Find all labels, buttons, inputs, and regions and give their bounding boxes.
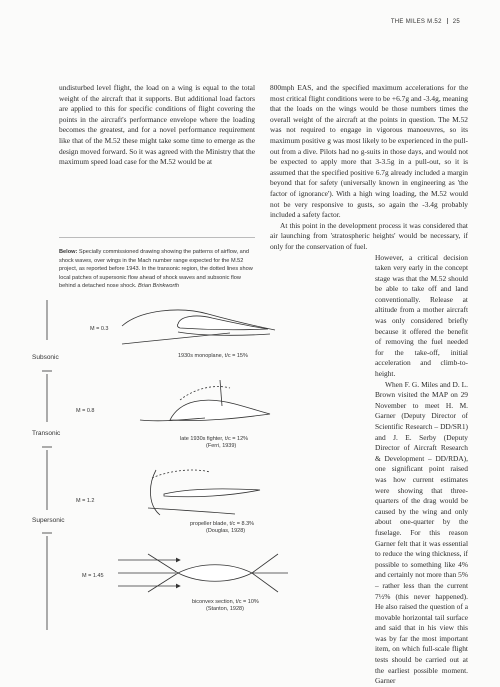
mach-label-2: M = 0.8: [76, 408, 95, 414]
page-number: 25: [452, 19, 460, 25]
airfoil-fighter-source: (Ferri, 1939): [206, 443, 237, 449]
airfoil-biconvex-label: biconvex section, t/c = 10%: [192, 599, 259, 605]
airfoil-monoplane: [122, 310, 275, 344]
regime-axis: [42, 300, 52, 630]
mach-label-4: M = 1.45: [82, 573, 104, 579]
airfoil-propeller-source: (Douglas, 1928): [206, 528, 246, 534]
caption-label: Below:: [59, 249, 78, 255]
airfoil-fighter-label: late 1930s fighter, t/c = 12%: [180, 436, 249, 442]
mach-label-1: M = 0.3: [90, 326, 109, 332]
airfoil-fighter: [140, 380, 270, 421]
left-column: [59, 83, 255, 168]
right-paragraph-3: However, a critical decision taken very early in the concept stage was that the M.52 should be able to take off and land conventionally. Release at altitude from a mother aircraft was only considered briefly because it offered the benefit of removing the fuel needed for the take-off, initial acceleration and climb-to-height.: [375, 252, 468, 379]
mach-label-3: M = 1.2: [76, 498, 95, 504]
right-paragraph-4: When F. G. Miles and D. L. Brown visited the MAP on 29 November to meet H. M. Garner (Deputy Director of Scientific Research – DD/SR1) and J. E. Serby (Deputy Director of Aircraft Research & Development – DD/RDA), one significant point raised was how current estimates were showing that three-quarters of the drag would be caused by the wing and only about one-quarter by the fuselage. For this reason Garner felt that it was essential to reduce the wing thickness, if possible to something like 4% and certainly not more than 5% – rather less than the current 7½% (this never happened). He also raised the question of a movable horizontal tail surface and said that in his view this was by far the most important item, on which full-scale flight tests should be carried out at the earliest possible moment. Garner: [375, 379, 468, 686]
right-paragraph-1: 800mph EAS, and the specified maximum accelerations for the most critical flight conditions were to be +6.7g and -3.4g, meaning that the loads on the wings would be those numbers times the overall weight of the aircraft at the points in question. The M.52 was not required to engage in vigorous manoeuvres, so its maximum positive g was most likely to be experienced in the pull-out from a dive. Pilots had no g-suits in those days, and would not be expected to apply more that 3-3.5g in a pull-out, so it is assumed that the specified positive 6.7g already included a margin beyond that for safety (universally known in engineering as 'the factor of ignorance'). With a high wing loading, the M.52 would not be very responsive to gusts, so again the -3.4g probably included a safety factor.: [270, 83, 468, 220]
caption-credit: Brian Brinkworth: [138, 283, 180, 290]
airfoil-monoplane-label: 1930s monoplane, t/c = 15%: [178, 353, 248, 359]
airflow-diagram: [30, 300, 300, 640]
left-paragraph: undisturbed level flight, the load on a wing is equal to the total weight of the aircraft that it supports. But additional load factors are applied to this for specific conditions of flight covering the points in the aircraft's performance envelope where the loading becomes the greatest, and for a novel performance requirement like that of the M.52 these might take some time to emerge as the design moved forward. So it was agreed with the Ministry that the maximum speed load case for the M.52 would be at: [59, 83, 255, 167]
airfoil-propeller: [148, 470, 260, 515]
airfoil-biconvex: [118, 554, 288, 592]
book-title: THE MILES M.52: [390, 19, 442, 25]
regime-transonic: Transonic: [32, 430, 61, 437]
caption-rule: [59, 237, 255, 238]
airfoil-biconvex-source: (Stanton, 1928): [206, 606, 244, 612]
figure-caption: [59, 248, 255, 291]
right-paragraph-2: At this point in the development process it was considered that air launching from 'stratospheric heights' would be necessary, if only for the conservation of fuel.: [270, 220, 468, 251]
header-separator: [447, 18, 448, 24]
airfoil-propeller-label: propeller blade, t/c = 8.3%: [190, 521, 255, 527]
running-header: [391, 18, 460, 25]
right-column: [270, 83, 468, 687]
regime-subsonic: Subsonic: [32, 354, 59, 361]
regime-supersonic: Supersonic: [32, 517, 65, 524]
caption-text: Specially commissioned drawing showing the patterns of airflow, and shock waves, over wings in the Mach number range expected for the M.52 project, as reported before 1943. In the transonic region, the dotted lines show local patches of supersonic flow ahead of shock waves and subsonic flow behind a detached nose shock.: [59, 249, 253, 290]
